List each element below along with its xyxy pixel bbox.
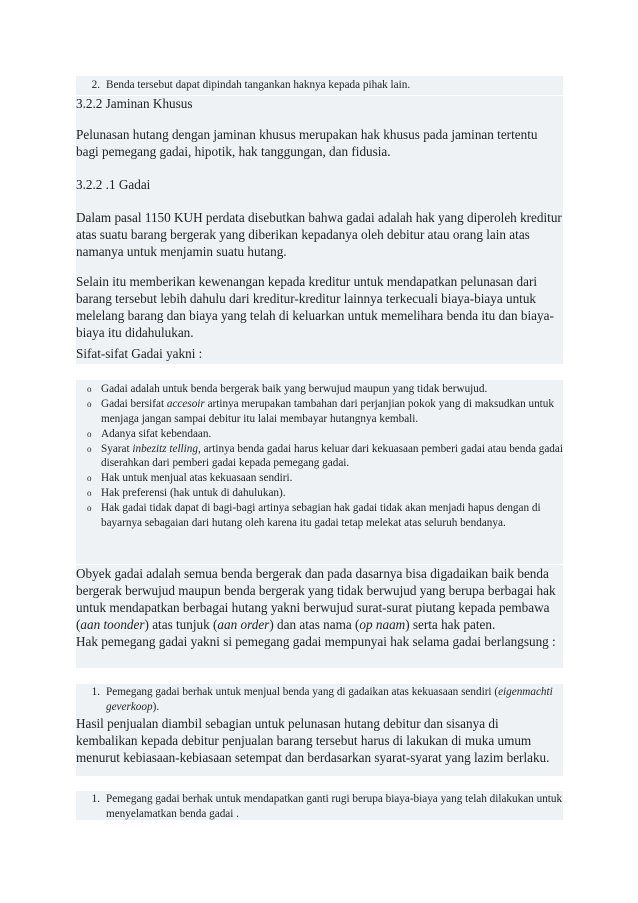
list-item: o Gadai adalah untuk benda bergerak baik yang berwujud maupun yang tidak berwujud. — [87, 383, 488, 395]
hak-list-item-2: 1. Pemegang gadai berhak untuk mendapatkan ganti rugi berupa biaya-biaya yang telah dilakukan untuk menyelamatkan benda gadai . — [76, 792, 563, 822]
list-item: o Adanya sifat kebendaan. — [87, 427, 212, 440]
hak-list-item-1: 1. Pemegang gadai berhak untuk menjual benda yang di gadaikan atas kekuasaan sendiri (eigenmachti geverkoop). — [76, 685, 563, 715]
sifat-list — [87, 382, 563, 531]
bullet-icon: o — [87, 428, 92, 439]
heading-sifat-gadai: Sifat-sifat Gadai yakni : — [76, 346, 203, 361]
paragraph-hak-pemegang: Hak pemegang gadai yakni si pemegang gadai mempunyai hak selama gadai berlangsung : — [76, 634, 556, 649]
list-number: 1. — [91, 793, 100, 805]
bullet-icon: o — [87, 473, 92, 484]
paragraph-pasal-1150: Dalam pasal 1150 KUH perdata disebutkan bahwa gadai adalah hak yang diperoleh kreditur atas suatu barang bergerak yang diberikan kepadanya oleh debitur atau orang lain atas namanya untuk menjamin suatu hutang. — [76, 210, 562, 259]
paragraph-hasil-penjualan: Hasil penjualan diambil sebagian untuk pelunasan hutang debitur dan sisanya di kembalikan kepada debitur penjualan barang tersebut harus di lakukan di muka umum menurut kebiasaan-kebiasaan setempat dan berdasarkan syarat-syarat yang lazim berlaku. — [76, 716, 550, 765]
bullet-icon: o — [87, 488, 92, 499]
bullet-icon: o — [87, 503, 92, 514]
list-number: 2. — [91, 79, 100, 91]
paragraph-obyek-gadai: Obyek gadai adalah semua benda bergerak dan pada dasarnya bisa digadaikan baik benda bergerak berwujud maupun benda bergerak yang tidak berwujud yang berupa berbagai hak untuk mendapatkan berbagai hutang yakni berwujud surat-surat piutang kepada pembawa (aan toonder) atas tunjuk (aan order) dan atas nama (op naam) serta hak paten. — [76, 566, 556, 632]
list-item: o Hak untuk menjual atas kekuasaan sendiri. — [87, 472, 293, 485]
heading-gadai: 3.2.2 .1 Gadai — [76, 177, 151, 192]
list-item: o Syarat inbezitz telling, artinya benda gadai harus keluar dari kekuasaan pemberi gadai atau benda gadai diserahkan dari pemberi gadai kepada pemegang gadai. — [87, 442, 563, 470]
list-item: o Gadai bersifat accesoir artinya merupakan tambahan dari perjanjian pokok yang di maksudkan untuk menjaga jangan sampai debitur itu lalai membayar hutangnya kembali. — [87, 398, 554, 425]
paragraph-selain-itu: Selain itu memberikan kewenangan kepada kreditur untuk mendapatkan pelunasan dari barang tersebut lebih dahulu dari kreditur-kreditur lainnya terkecuali biaya-biaya untuk melelang barang dan biaya yang telah di keluarkan untuk memelihara benda itu dan biaya-biaya itu didahulukan. — [76, 274, 554, 340]
list-text: Benda tersebut dapat dipindah tangankan haknya kepada pihak lain. — [106, 79, 411, 91]
paragraph-pelunasan: Pelunasan hutang dengan jaminan khusus merupakan hak khusus pada jaminan tertentu bagi pemegang gadai, hipotik, hak tanggungan, dan fidusia. — [76, 127, 538, 159]
heading-jaminan-khusus: 3.2.2 Jaminan Khusus — [76, 96, 193, 111]
bullet-icon: o — [87, 384, 92, 394]
bullet-icon: o — [87, 443, 92, 454]
top-list-item — [76, 78, 563, 93]
bullet-icon: o — [87, 399, 92, 409]
list-number: 1. — [91, 686, 100, 698]
list-item: o Hak preferensi (hak untuk di dahulukan). — [87, 487, 286, 500]
list-item: o Hak gadai tidak dapat di bagi-bagi artinya sebagian hak gadai tidak akan menjadi hapus dengan di bayarnya sebagaian dari hutang oleh karena itu gadai tetap melekat atas seluruh bendanya. — [87, 502, 541, 529]
